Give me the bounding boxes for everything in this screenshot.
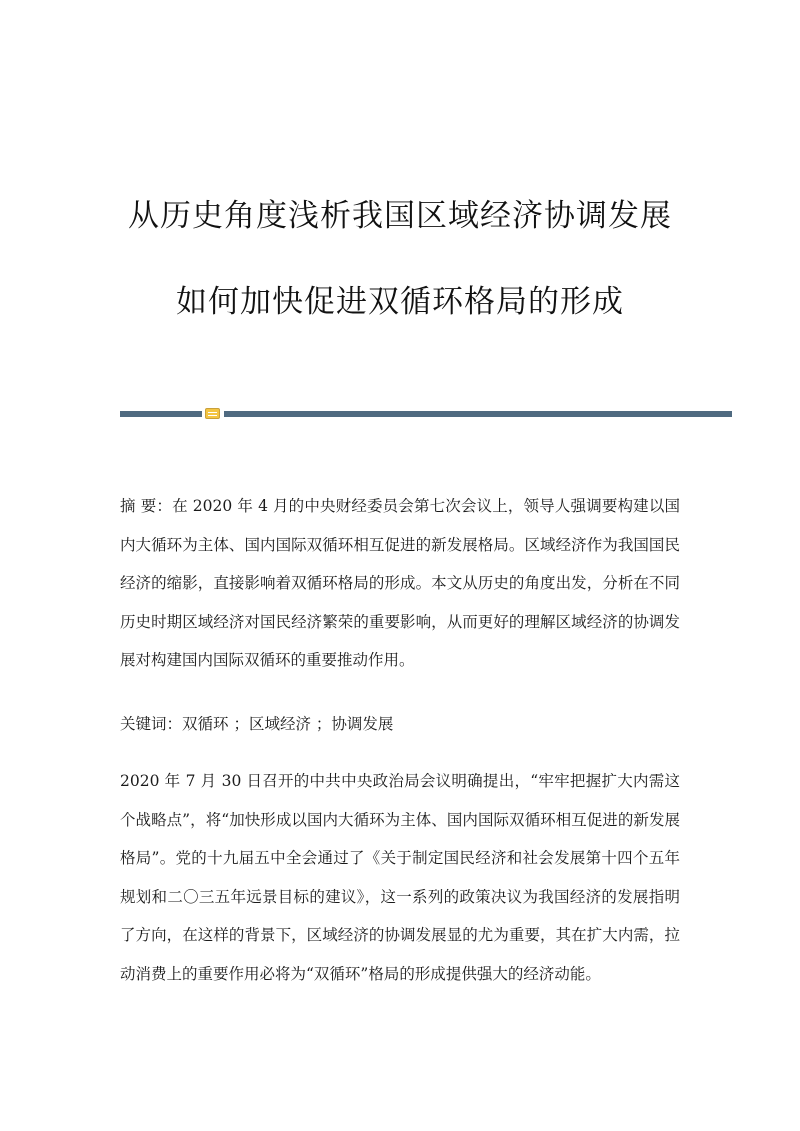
document-emblem-icon [205,408,220,419]
abstract-label: 摘 要： [120,497,173,515]
abstract-text: 在 2020 年 4 月的中央财经委员会第七次会议上，领导人强调要构建以国内大循环为主体、国内国际双循环相互促进的新发展格局。区域经济作为我国国民经济的缩影，直接影响着双循环格局的形成。本文从历史的角度出发，分析在不同历史时期区域经济对国民经济繁荣的重要影响，从而更好的理解区域经济的协调发展对构建国内国际双循环的重要推动作用。 [120,497,680,670]
document-title-line1: 从历史角度浅析我国区域经济协调发展 [128,198,672,234]
keywords-label: 关键词： [120,715,183,733]
keywords-text: 双循环 ；区域经济 ；协调发展 [182,715,394,733]
abstract-paragraph [120,487,680,680]
body-paragraph-1: 2020 年 7 月 30 日召开的中共中央政治局会议明确提出，“牢牢把握扩大内需这个战略点”，将“加快形成以国内大循环为主体、国内国际双循环相互促进的新发展格局”。党的十九届五中全会通过了《关于制定国民经济和社会发展第十四个五年规划和二〇三五年远景目标的建议》，这一系列的政策决议为我国经济的发展指明了方向，在这样的背景下，区域经济的协调发展显的尤为重要，其在扩大内需，拉动消费上的重要作用必将为“双循环”格局的形成提供强大的经济动能。 [120,772,680,983]
title-divider [120,408,732,418]
document-title-line2: 如何加快促进双循环格局的形成 [176,284,624,320]
divider-bar-left [120,411,202,417]
divider-bar-right [224,411,732,417]
keywords-line [120,705,680,744]
